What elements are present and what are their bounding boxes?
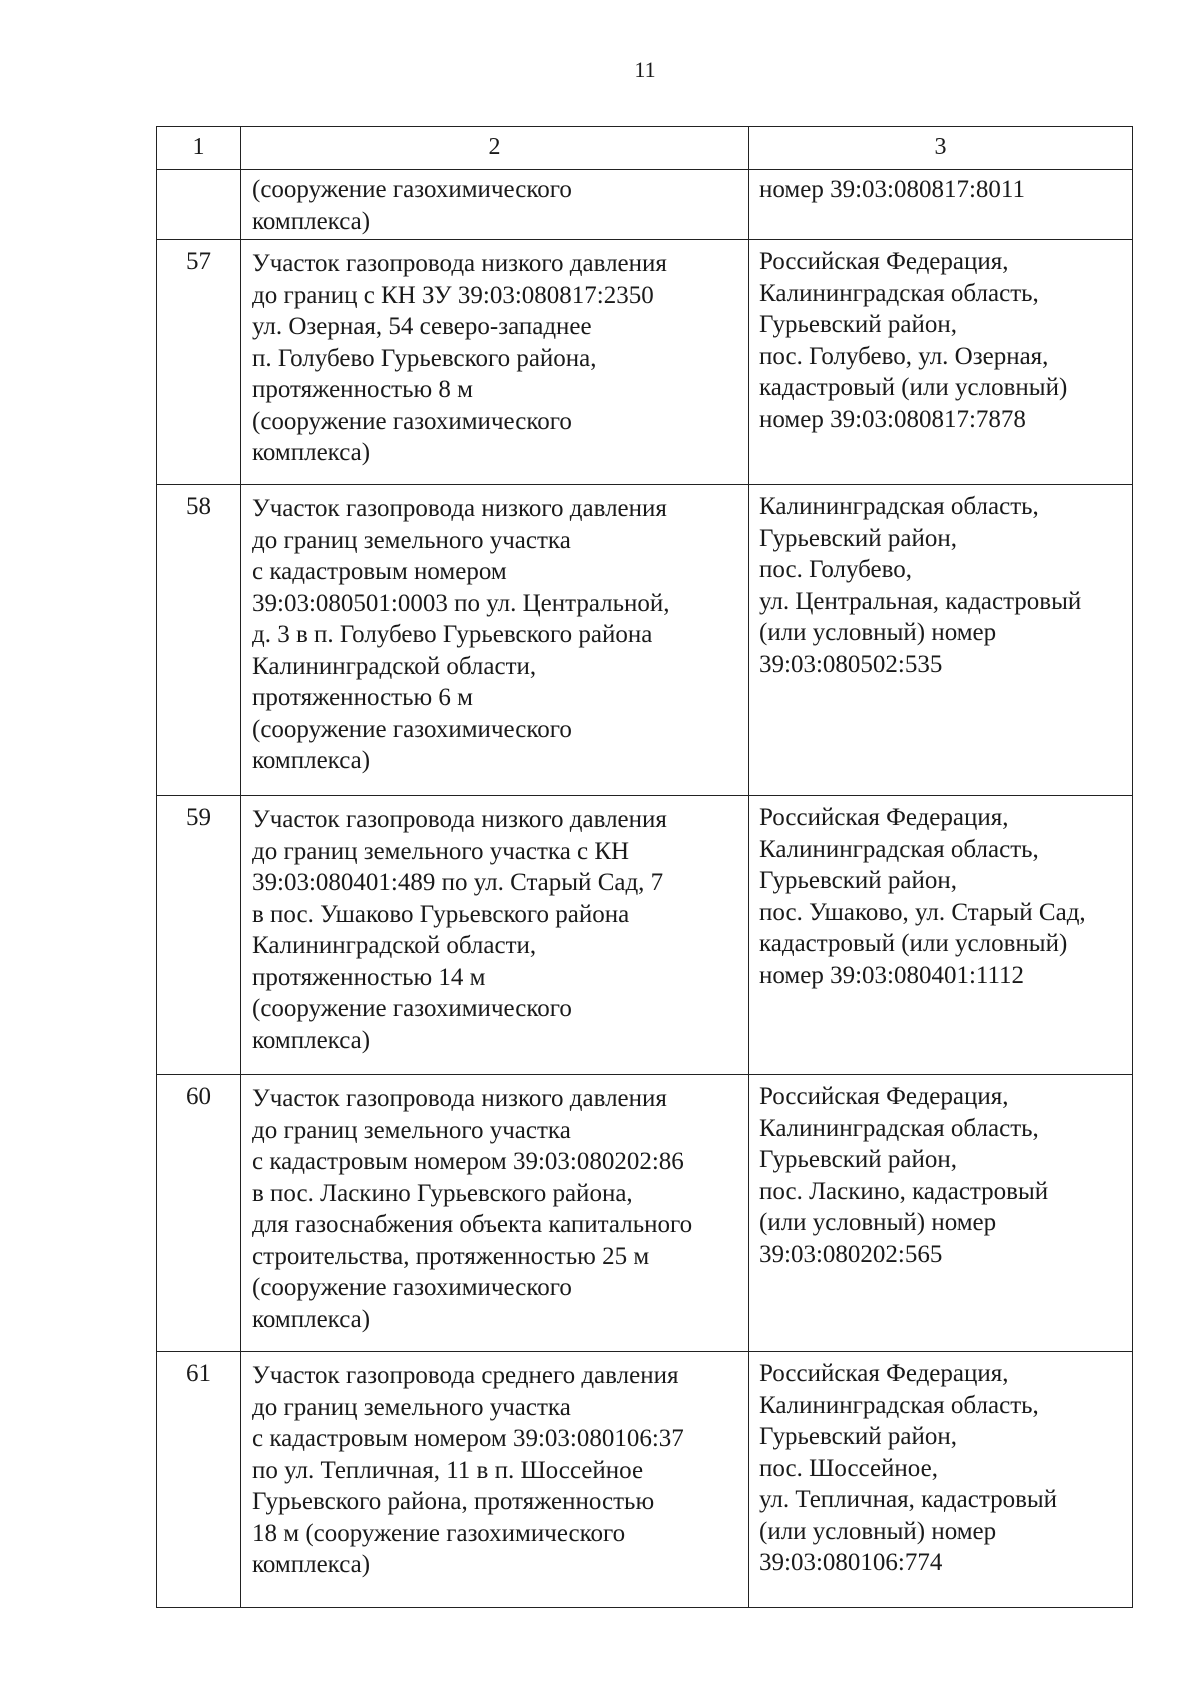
row-number: 58 <box>157 485 241 796</box>
property-table <box>156 126 1133 1608</box>
text-line: по ул. Тепличная, 11 в п. Шоссейное <box>252 1456 644 1484</box>
text-line: 39:03:080401:489 по ул. Старый Сад, 7 <box>252 869 664 896</box>
owner-address-cell <box>749 240 1133 485</box>
table-row <box>157 485 1133 796</box>
text-line: Калининградская область, <box>759 1114 1039 1142</box>
text-line: для газоснабжения объекта капитального <box>252 1211 693 1238</box>
text-line: ул. Тепличная, кадастровый <box>759 1486 1058 1513</box>
text-line: Гурьевский район, <box>759 867 958 894</box>
text-line: пос. Ушаково, ул. Старый Сад, <box>759 898 1086 926</box>
text-line: Российская Федерация, <box>759 248 1009 275</box>
header-cell-3: 3 <box>749 127 1133 170</box>
row-number-cell <box>157 170 241 240</box>
text-line: 39:03:080501:0003 по ул. Центральной, <box>252 589 670 617</box>
text-line: комплекса) <box>252 1305 371 1333</box>
table-header-row <box>157 127 1133 170</box>
text-line: в пос. Ласкино Гурьевского района, <box>252 1179 633 1207</box>
text-line: до границ с КН ЗУ 39:03:080817:2350 <box>252 281 654 309</box>
table-row <box>157 796 1133 1075</box>
owner-address-cell <box>749 485 1133 796</box>
text-line: Калининградская область, <box>759 279 1039 307</box>
text-line: комплекса) <box>252 207 371 235</box>
header-cell-2: 2 <box>241 127 749 170</box>
text-line: ул. Озерная, 54 северо-западнее <box>252 313 592 340</box>
page-number: 11 <box>634 57 656 82</box>
text-line: до границ земельного участка <box>252 526 571 554</box>
text-line: (сооружение газохимического <box>252 407 572 435</box>
text-line: протяженностью 14 м <box>252 963 486 991</box>
text-line: пос. Ласкино, кадастровый <box>759 1177 1049 1205</box>
text-line: (сооружение газохимического <box>252 1274 572 1301</box>
row-number: 59 <box>157 796 241 1075</box>
text-line: пос. Голубево, ул. Озерная, <box>759 342 1049 370</box>
text-line: Участок газопровода низкого давления <box>252 495 667 522</box>
text-line: с кадастровым номером <box>252 558 507 585</box>
text-line: Российская Федерация, <box>759 804 1009 831</box>
text-line: пос. Шоссейное, <box>759 1454 938 1482</box>
continuation-row <box>157 170 1133 240</box>
text-line: 18 м (сооружение газохимического <box>252 1519 626 1547</box>
text-line: (или условный) номер <box>759 1517 997 1545</box>
text-line: д. 3 в п. Голубево Гурьевского района <box>252 621 653 648</box>
text-line: комплекса) <box>252 747 371 774</box>
object-description-cell <box>241 796 749 1075</box>
text-line: ул. Центральная, кадастровый <box>759 587 1082 615</box>
object-description-cell <box>241 170 749 240</box>
object-description-cell <box>241 485 749 796</box>
text-line: до границ земельного участка <box>252 1116 571 1144</box>
text-line: в пос. Ушаково Гурьевского района <box>252 900 630 928</box>
text-line: Участок газопровода низкого давления <box>252 806 667 833</box>
text-line: номер 39:03:080817:7878 <box>759 405 1026 433</box>
table-row <box>157 240 1133 485</box>
text-line: номер 39:03:080401:1112 <box>759 961 1025 989</box>
text-line: Российская Федерация, <box>759 1360 1009 1387</box>
text-line: (сооружение газохимического <box>252 995 572 1022</box>
text-line: Калининградская область, <box>759 493 1039 520</box>
text-line: Гурьевский район, <box>759 1423 958 1450</box>
text-line: Калининградской области, <box>252 932 537 959</box>
text-line: пос. Голубево, <box>759 556 913 583</box>
text-line: комплекса) <box>252 1551 371 1578</box>
text-line: протяженностью 8 м <box>252 376 473 403</box>
text-line: 39:03:080106:774 <box>759 1549 943 1576</box>
text-line: Калининградская область, <box>759 1391 1039 1419</box>
table-row <box>157 1352 1133 1608</box>
text-line: Гурьевский район, <box>759 311 958 338</box>
text-line: протяженностью 6 м <box>252 684 473 711</box>
table-row <box>157 1075 1133 1352</box>
object-description-cell <box>241 1352 749 1608</box>
text-line: Гурьевского района, протяженностью <box>252 1488 655 1515</box>
owner-address-cell <box>749 1352 1133 1608</box>
text-line: до границ земельного участка с КН <box>252 837 630 865</box>
text-line: Гурьевский район, <box>759 1146 958 1173</box>
header-cell-1: 1 <box>157 127 241 170</box>
row-number: 57 <box>157 240 241 485</box>
text-line: (сооружение газохимического <box>252 715 572 743</box>
owner-address-cell <box>749 1075 1133 1352</box>
text-line: Калининградская область, <box>759 835 1039 863</box>
text-line: 39:03:080502:535 <box>759 650 943 678</box>
text-line: Участок газопровода низкого давления <box>252 1085 667 1112</box>
text-line: до границ земельного участка <box>252 1393 571 1421</box>
text-line: Российская Федерация, <box>759 1083 1009 1110</box>
owner-address-cell <box>749 796 1133 1075</box>
text-line: п. Голубево Гурьевского района, <box>252 344 597 372</box>
text-line: (или условный) номер <box>759 619 997 646</box>
text-line: Калининградской области, <box>252 652 537 680</box>
text-line: с кадастровым номером 39:03:080202:86 <box>252 1148 684 1175</box>
text-line: Участок газопровода среднего давления <box>252 1362 679 1389</box>
text-line: (сооружение газохимического <box>252 176 572 203</box>
text-line: 39:03:080202:565 <box>759 1240 943 1268</box>
row-number: 61 <box>157 1352 241 1608</box>
text-line: номер 39:03:080817:8011 <box>759 176 1025 203</box>
object-description-cell <box>241 1075 749 1352</box>
text-line: (или условный) номер <box>759 1209 997 1236</box>
text-line: комплекса) <box>252 439 371 466</box>
text-line: с кадастровым номером 39:03:080106:37 <box>252 1425 684 1452</box>
text-line: Участок газопровода низкого давления <box>252 250 667 277</box>
text-line: кадастровый (или условный) <box>759 374 1068 401</box>
text-line: кадастровый (или условный) <box>759 930 1068 957</box>
text-line: комплекса) <box>252 1026 371 1054</box>
text-line: строительства, протяженностью 25 м <box>252 1242 650 1270</box>
text-line: Гурьевский район, <box>759 524 958 552</box>
row-number: 60 <box>157 1075 241 1352</box>
owner-address-cell <box>749 170 1133 240</box>
object-description-cell <box>241 240 749 485</box>
